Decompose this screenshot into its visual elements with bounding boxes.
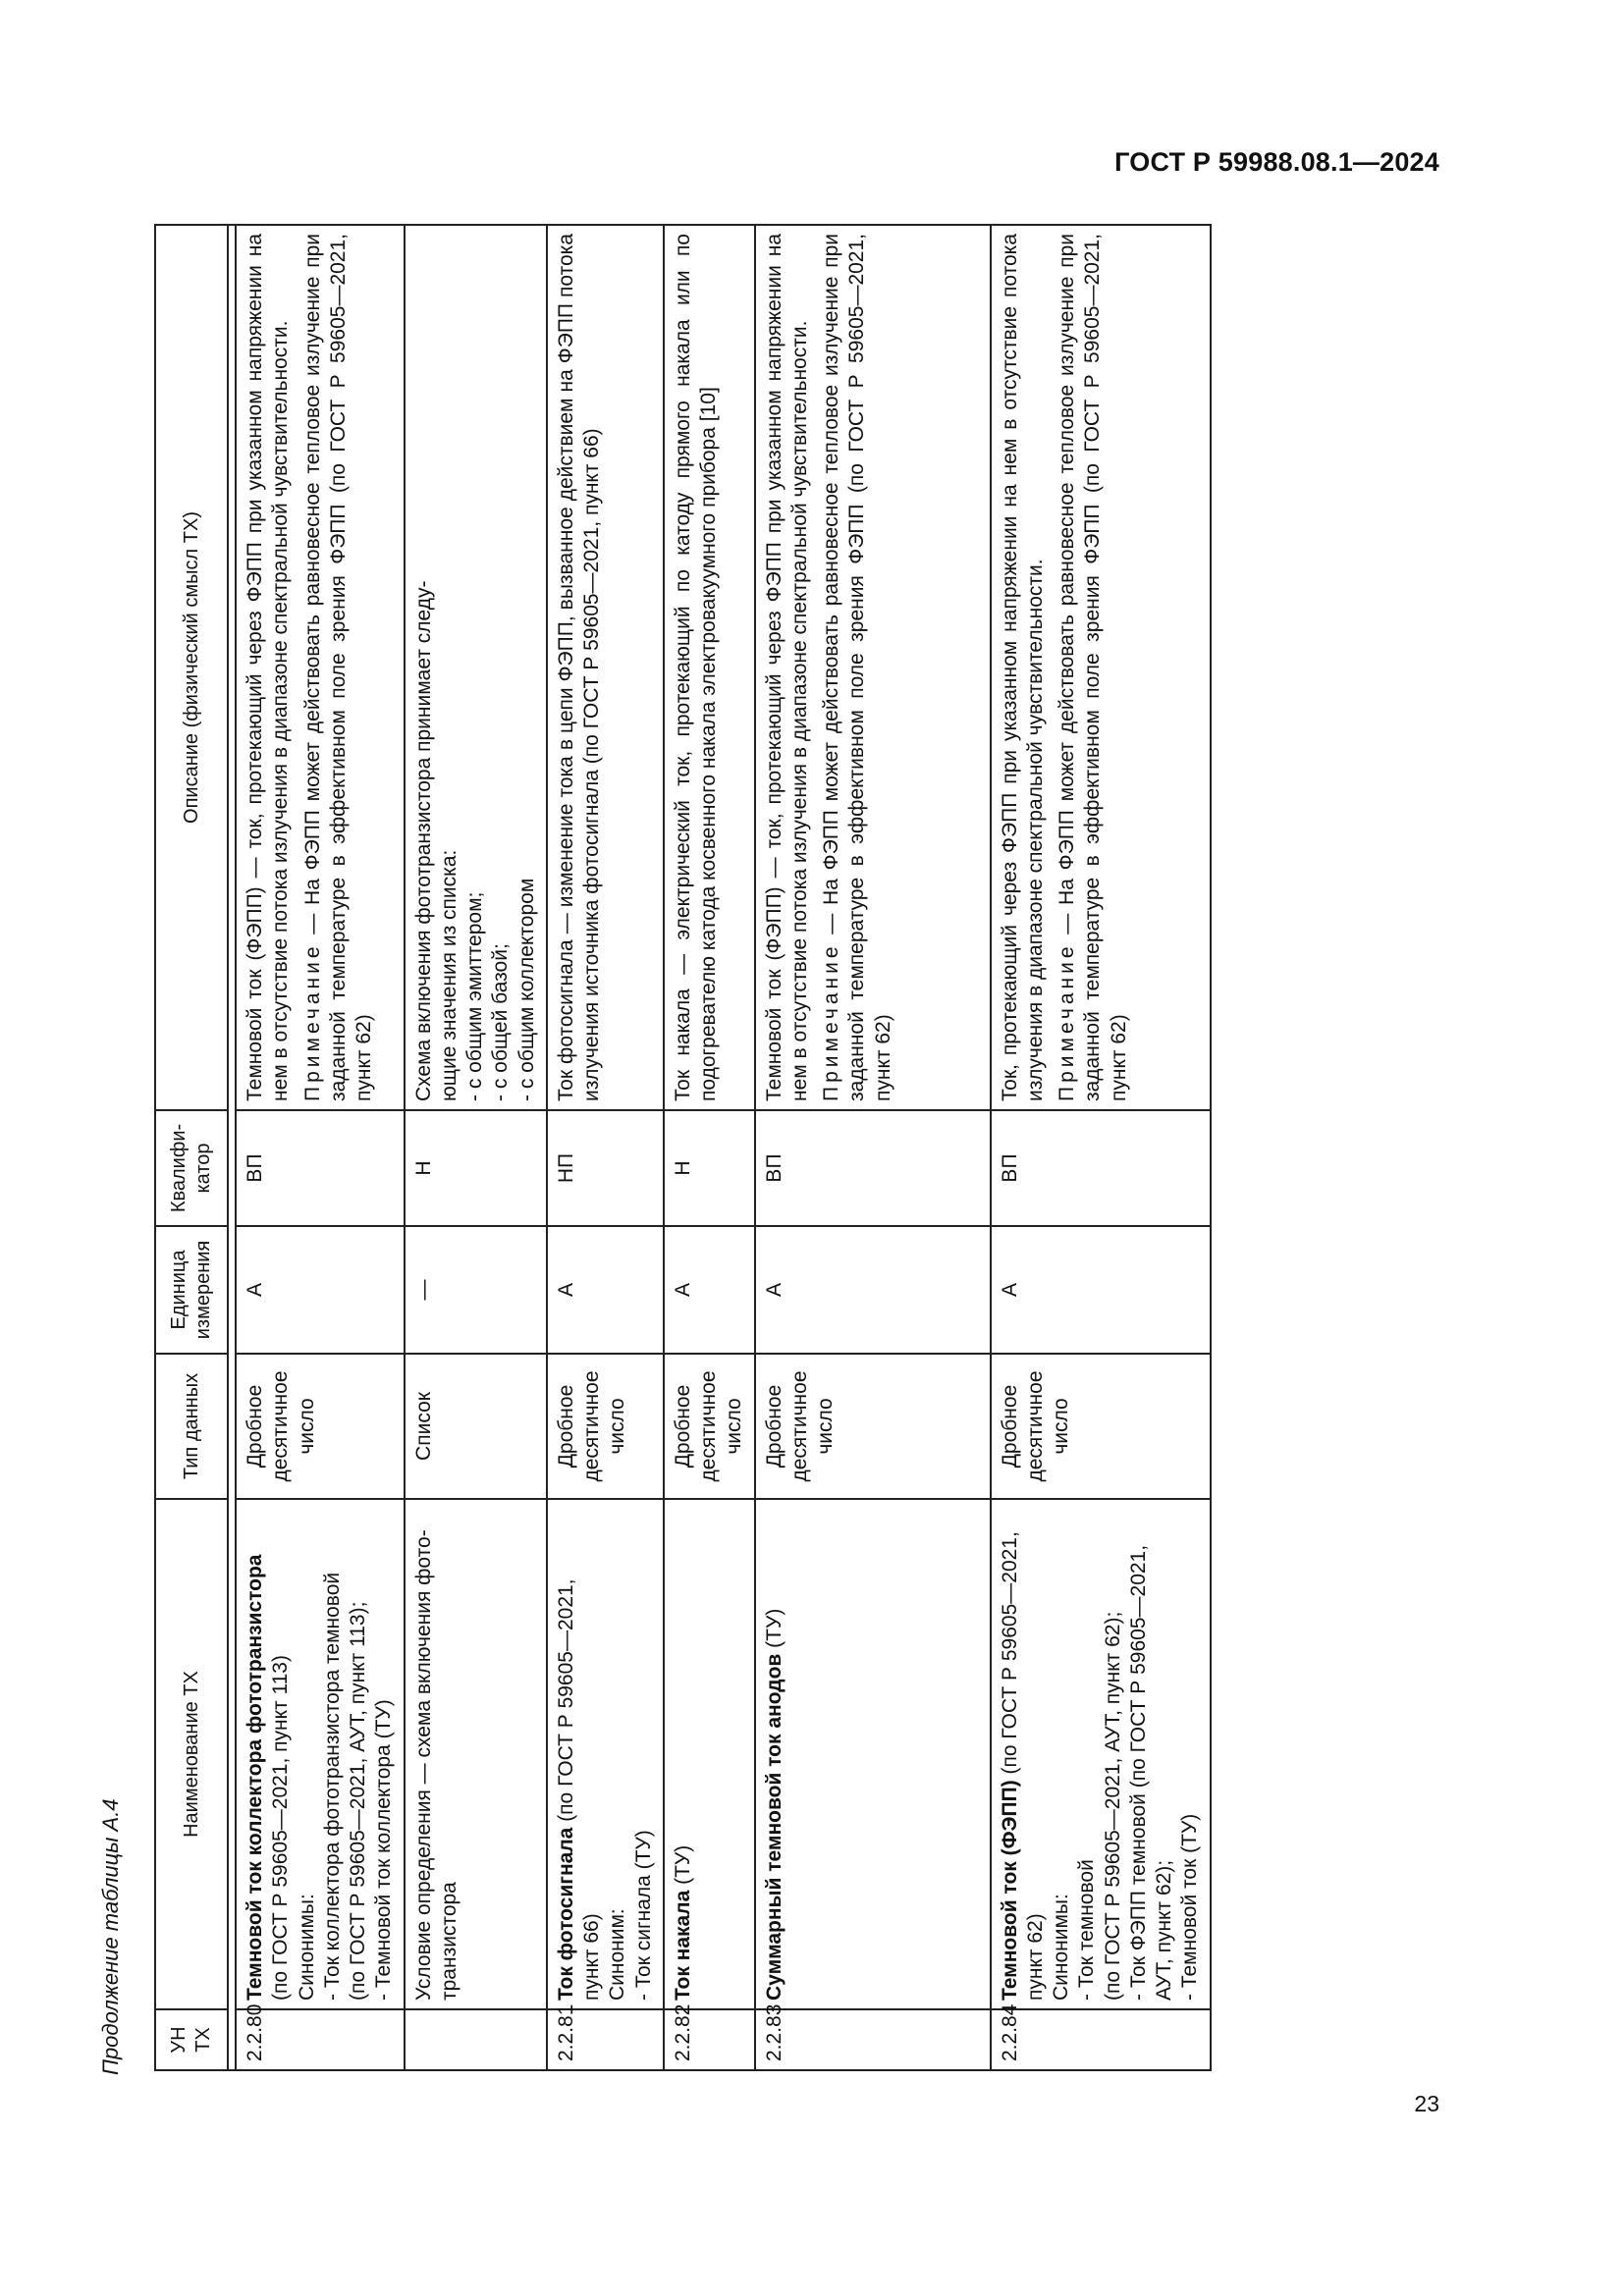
row-dtype: Список	[405, 1354, 547, 1499]
row-description: Ток фотосигнала — изменение тока в цепи ФЭПП, вызванное действием на ФЭПП потока излучения источника фотосигнала (по ГОСТ Р 59605—2021, пункт 66)	[547, 225, 664, 1110]
name-line: (по ГОСТ Р 59605—2021, АУТ, пункт 62);	[1101, 1611, 1124, 2001]
desc-line: ющие значения из списка:	[437, 849, 460, 1101]
col-header-qualifier	[155, 1110, 228, 1226]
row-code: 2.2.83	[755, 2009, 991, 2070]
col-header-code: УН ТХ	[155, 2009, 228, 2070]
desc-note	[300, 234, 378, 1101]
note-label: Примечание	[1056, 942, 1078, 1101]
row-qualifier: ВП	[236, 1110, 405, 1226]
table-row	[236, 225, 405, 2070]
table-caption: Продолжение таблицы А.4	[98, 1798, 123, 2075]
row-qualifier: ВП	[755, 1110, 991, 1226]
name-line: (по ГОСТ Р 59605—2021, пункт 113)	[269, 1655, 293, 2001]
document-header: ГОСТ Р 59988.08.1—2024	[1114, 147, 1439, 177]
name-line: - Ток сигнала (ТУ)	[631, 1830, 655, 2001]
col-header-qual-line1: Квалифи-	[168, 1123, 189, 1213]
header-gap-cell	[228, 225, 236, 2070]
row-code: 2.2.84	[991, 2009, 1211, 2070]
name-line: - Темновой ток коллектора (ТУ)	[372, 1699, 396, 2001]
row-description	[755, 225, 991, 1110]
row-qualifier: Н	[405, 1110, 547, 1226]
desc-note	[819, 234, 896, 1101]
row-name	[405, 1499, 547, 2009]
row-description	[991, 225, 1211, 1110]
row-qualifier: НП	[547, 1110, 664, 1226]
col-header-name: Наименование ТХ	[155, 1499, 228, 2009]
col-header-unit	[155, 1226, 228, 1354]
note-label: Примечание	[300, 942, 324, 1101]
col-header-unit-line1: Единица	[168, 1250, 189, 1330]
row-unit: А	[664, 1226, 755, 1354]
name-line: пункт 62)	[1023, 1913, 1047, 2001]
desc-text: Ток, протекающий через ФЭПП при указанном напряжении на нем в отсутствие потока излучения в диапазоне спектральной чувствительности.	[998, 234, 1047, 1101]
table-row	[991, 225, 1211, 2070]
row-unit: А	[236, 1226, 405, 1354]
desc-line: - с общим коллектором	[514, 878, 538, 1101]
row-code	[405, 2009, 547, 2070]
row-title-rest: (ТУ)	[671, 1844, 694, 1891]
col-header-description: Описание (физический смысл ТХ)	[155, 225, 228, 1110]
header-row	[155, 225, 228, 2070]
row-dtype: Дробное десятичное число	[755, 1354, 991, 1499]
row-title: Темновой ток коллектора фототранзистора	[244, 1554, 266, 2001]
title-line	[554, 1508, 579, 2001]
table-row	[405, 225, 547, 2070]
row-title-rest: (ТУ)	[762, 1608, 785, 1654]
name-line: Синонимы:	[295, 1894, 318, 2001]
name-line: Синонимы:	[1050, 1894, 1072, 2001]
col-header-unit-line2: измерения	[192, 1240, 214, 1340]
row-unit: А	[547, 1226, 664, 1354]
row-title-rest: (по ГОСТ Р 59605—2021,	[554, 1578, 577, 1828]
row-title: Темновой ток (ФЭПП)	[998, 1780, 1021, 2001]
row-description	[236, 225, 405, 1110]
desc-line: - с общей базой;	[489, 943, 513, 1101]
name-line: - Ток коллектора фототранзистора темновой	[320, 1572, 344, 2001]
row-dtype: Дробное десятичное число	[236, 1354, 405, 1499]
name-line: АУТ, пункт 62);	[1153, 1859, 1175, 2001]
note-text: — На ФЭПП может действовать равновесное тепловое излучение при заданной температуре в эффективном поле зрения ФЭПП (по ГОСТ Р 59605—2021, пункт 62)	[300, 234, 375, 1101]
row-name	[547, 1499, 664, 2009]
table-row	[547, 225, 664, 2070]
row-code: 2.2.81	[547, 2009, 664, 2070]
rotated-table-container	[154, 226, 1421, 2071]
row-title: Суммарный темновой ток анодов	[762, 1653, 785, 2001]
name-line: Синоним:	[606, 1908, 629, 2001]
desc-line: Схема включения фототранзистора принимает следу-	[411, 580, 435, 1101]
characteristics-table	[154, 224, 1212, 2071]
table-row	[664, 225, 755, 2070]
col-header-qual-line2: катор	[192, 1143, 214, 1194]
name-line: пункт 66)	[580, 1913, 603, 2001]
row-qualifier: ВП	[991, 1110, 1211, 1226]
desc-line: - с общим эмиттером;	[463, 891, 486, 1101]
row-description	[405, 225, 547, 1110]
name-line: Условие определения — схема включения фото-	[411, 1529, 435, 2001]
row-dtype: Дробное десятичное число	[547, 1354, 664, 1499]
table-row	[755, 225, 991, 2070]
name-line: - Ток ФЭПП темновой (по ГОСТ Р 59605—2021,	[1126, 1544, 1150, 2001]
row-unit: А	[991, 1226, 1211, 1354]
row-name	[991, 1499, 1211, 2009]
title-line	[998, 1508, 1023, 2001]
row-name	[755, 1499, 991, 2009]
row-unit: А	[755, 1226, 991, 1354]
desc-note	[1055, 234, 1132, 1101]
row-description: Ток накала — электрический ток, протекающий по катоду прямого накала или по подогревателю катода косвенного накала электровакуумного прибора [10]	[664, 225, 755, 1110]
note-text: — На ФЭПП может действовать равновесное тепловое излучение при заданной температуре в эффективном поле зрения ФЭПП (по ГОСТ Р 59605—2021, пункт 62)	[1056, 234, 1130, 1101]
row-name	[236, 1499, 405, 2009]
name-line: - Темновой ток (ТУ)	[1178, 1813, 1202, 2001]
row-name	[664, 1499, 755, 2009]
row-title: Ток фотосигнала	[554, 1827, 577, 2001]
row-code: 2.2.82	[664, 2009, 755, 2070]
desc-text: Темновой ток (ФЭПП) — ток, протекающий через ФЭПП при указанном напряжении на нем в отсутствие потока излучения в диапазоне спектральной чувствительности.	[244, 234, 293, 1101]
page-number: 23	[1414, 2091, 1439, 2116]
row-dtype: Дробное десятичное число	[664, 1354, 755, 1499]
note-label: Примечание	[820, 942, 842, 1101]
row-dtype: Дробное десятичное число	[991, 1354, 1211, 1499]
row-unit: —	[405, 1226, 547, 1354]
note-text: — На ФЭПП может действовать равновесное тепловое излучение при заданной температуре в эффективном поле зрения ФЭПП (по ГОСТ Р 59605—2021, пункт 62)	[820, 234, 894, 1101]
row-title-rest: (по ГОСТ Р 59605—2021,	[998, 1531, 1021, 1781]
name-line: (по ГОСТ Р 59605—2021, АУТ, пункт 113);	[347, 1601, 369, 2001]
row-code: 2.2.80	[236, 2009, 405, 2070]
col-header-dtype: Тип данных	[155, 1354, 228, 1499]
row-qualifier: Н	[664, 1110, 755, 1226]
header-gap	[228, 225, 236, 2070]
row-title: Ток накала	[671, 1890, 694, 2001]
name-line: транзистора	[437, 1882, 460, 2001]
name-line: - Ток темновой	[1075, 1859, 1099, 2001]
desc-text: Темновой ток (ФЭПП) — ток, протекающий через ФЭПП при указанном напряжении на нем в отсутствие потока излучения в диапазоне спектральной чувствительности.	[762, 234, 811, 1101]
